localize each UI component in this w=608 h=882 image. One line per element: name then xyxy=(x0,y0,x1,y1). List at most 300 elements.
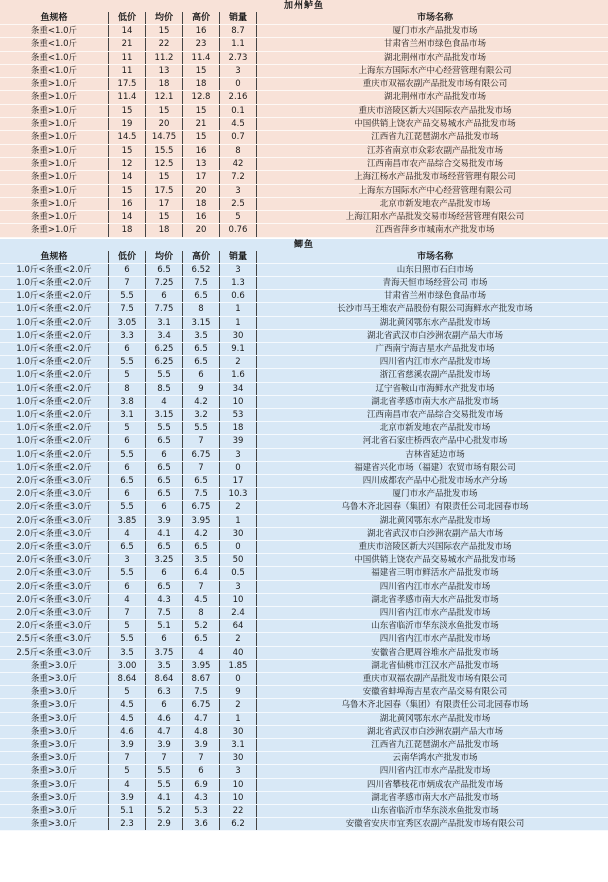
cell-market: 北京市新发地农产品批发市场 xyxy=(257,197,608,210)
header-avg: 均价 xyxy=(146,251,183,264)
cell-volume: 18 xyxy=(220,422,257,435)
cell-spec: 2.5斤<条重<3.0斤 xyxy=(0,646,109,659)
table-row xyxy=(0,224,608,237)
cell-avg: 18 xyxy=(146,78,183,91)
cell-market: 江苏省南京市众彩农副产品批发市场 xyxy=(257,144,608,157)
cell-high: 7.5 xyxy=(183,488,220,501)
header-volume: 销量 xyxy=(220,12,257,25)
cell-high: 7 xyxy=(183,435,220,448)
cell-volume: 3 xyxy=(220,263,257,276)
cell-volume: 1.6 xyxy=(220,369,257,382)
cell-volume: 1.1 xyxy=(220,38,257,51)
cell-spec: 1.0斤<条重<2.0斤 xyxy=(0,342,109,355)
cell-avg: 3.4 xyxy=(146,329,183,342)
table-row xyxy=(0,659,608,672)
cell-low: 11 xyxy=(109,51,146,64)
table-row xyxy=(0,739,608,752)
cell-volume: 0.76 xyxy=(220,224,257,237)
cell-low: 5.5 xyxy=(109,290,146,303)
cell-spec: 2.0斤<条重<3.0斤 xyxy=(0,541,109,554)
cell-low: 6 xyxy=(109,488,146,501)
table-row xyxy=(0,51,608,64)
table-row xyxy=(0,752,608,765)
cell-spec: 条重<1.0斤 xyxy=(0,51,109,64)
cell-spec: 条重>1.0斤 xyxy=(0,118,109,131)
cell-low: 5 xyxy=(109,686,146,699)
cell-volume: 0 xyxy=(220,78,257,91)
cell-volume: 3 xyxy=(220,64,257,77)
cell-high: 6.75 xyxy=(183,448,220,461)
cell-market: 云南华鸿水产批发市场 xyxy=(257,752,608,765)
cell-avg: 18 xyxy=(146,224,183,237)
cell-volume: 39 xyxy=(220,435,257,448)
cell-high: 18 xyxy=(183,78,220,91)
cell-avg: 6.5 xyxy=(146,580,183,593)
cell-spec: 2.0斤<条重<3.0斤 xyxy=(0,514,109,527)
cell-market: 湖北荆州市水产品批发市场 xyxy=(257,91,608,104)
cell-high: 3.5 xyxy=(183,554,220,567)
table-row xyxy=(0,131,608,144)
cell-avg: 6 xyxy=(146,448,183,461)
table-row xyxy=(0,791,608,804)
cell-volume: 1 xyxy=(220,303,257,316)
cell-spec: 2.0斤<条重<3.0斤 xyxy=(0,527,109,540)
cell-market: 湖北省孝感市南大水产品批发市场 xyxy=(257,395,608,408)
table-row xyxy=(0,157,608,170)
cell-high: 4 xyxy=(183,646,220,659)
cell-low: 7 xyxy=(109,276,146,289)
cell-high: 5.3 xyxy=(183,805,220,818)
cell-market: 江西南昌市农产品综合交易批发市场 xyxy=(257,408,608,421)
cell-avg: 15 xyxy=(146,171,183,184)
cell-volume: 3 xyxy=(220,580,257,593)
cell-market: 湖北省孝感市南大水产品批发市场 xyxy=(257,791,608,804)
cell-volume: 1 xyxy=(220,712,257,725)
cell-low: 5.5 xyxy=(109,448,146,461)
header-market: 市场名称 xyxy=(257,251,608,264)
cell-market: 湖北黄冈鄂东水产品批发市场 xyxy=(257,316,608,329)
table-row xyxy=(0,144,608,157)
cell-market: 厦门市水产品批发市场 xyxy=(257,488,608,501)
cell-high: 6.5 xyxy=(183,541,220,554)
cell-spec: 2.0斤<条重<3.0斤 xyxy=(0,593,109,606)
cell-market: 四川省内江市水产品批发市场 xyxy=(257,580,608,593)
cell-high: 16 xyxy=(183,144,220,157)
cell-low: 5 xyxy=(109,765,146,778)
table-row xyxy=(0,448,608,461)
cell-spec: 2.5斤<条重<3.0斤 xyxy=(0,633,109,646)
cell-spec: 2.0斤<条重<3.0斤 xyxy=(0,475,109,488)
cell-volume: 2 xyxy=(220,501,257,514)
cell-market: 山东日照市石臼市场 xyxy=(257,263,608,276)
cell-spec: 条重>1.0斤 xyxy=(0,197,109,210)
cell-low: 21 xyxy=(109,38,146,51)
cell-avg: 4.1 xyxy=(146,527,183,540)
cell-low: 14 xyxy=(109,171,146,184)
cell-high: 6.4 xyxy=(183,567,220,580)
cell-low: 7.5 xyxy=(109,303,146,316)
table-row xyxy=(0,435,608,448)
cell-low: 11 xyxy=(109,64,146,77)
cell-market: 甘肃省兰州市绿色食品市场 xyxy=(257,38,608,51)
cell-volume: 8.7 xyxy=(220,25,257,38)
cell-high: 18 xyxy=(183,197,220,210)
cell-high: 7.5 xyxy=(183,686,220,699)
cell-market: 重庆市双福农副产品批发市场有限公司 xyxy=(257,673,608,686)
cell-avg: 6 xyxy=(146,633,183,646)
cell-low: 4.6 xyxy=(109,725,146,738)
cell-avg: 17.5 xyxy=(146,184,183,197)
cell-high: 3.5 xyxy=(183,329,220,342)
cell-volume: 22 xyxy=(220,805,257,818)
table-body xyxy=(0,263,608,831)
cell-volume: 34 xyxy=(220,382,257,395)
cell-spec: 条重>1.0斤 xyxy=(0,91,109,104)
cell-low: 15 xyxy=(109,144,146,157)
section-california-bass xyxy=(0,0,608,238)
cell-avg: 5.1 xyxy=(146,620,183,633)
cell-volume: 0 xyxy=(220,673,257,686)
cell-volume: 9.1 xyxy=(220,342,257,355)
cell-spec: 条重>1.0斤 xyxy=(0,144,109,157)
cell-spec: 条重>3.0斤 xyxy=(0,673,109,686)
cell-avg: 11.2 xyxy=(146,51,183,64)
cell-avg: 3.9 xyxy=(146,739,183,752)
cell-avg: 7.5 xyxy=(146,607,183,620)
cell-high: 3.95 xyxy=(183,659,220,672)
cell-spec: 1.0斤<条重<2.0斤 xyxy=(0,448,109,461)
cell-spec: 1.0斤<条重<2.0斤 xyxy=(0,382,109,395)
table-row xyxy=(0,580,608,593)
cell-high: 7 xyxy=(183,580,220,593)
cell-volume: 3 xyxy=(220,448,257,461)
cell-high: 6 xyxy=(183,369,220,382)
cell-high: 4.3 xyxy=(183,791,220,804)
cell-low: 6 xyxy=(109,435,146,448)
cell-spec: 2.0斤<条重<3.0斤 xyxy=(0,580,109,593)
cell-low: 14 xyxy=(109,25,146,38)
cell-low: 3 xyxy=(109,554,146,567)
cell-avg: 20 xyxy=(146,118,183,131)
table-row xyxy=(0,593,608,606)
cell-low: 6 xyxy=(109,263,146,276)
cell-spec: 条重>3.0斤 xyxy=(0,712,109,725)
cell-high: 15 xyxy=(183,104,220,117)
cell-low: 4.5 xyxy=(109,699,146,712)
cell-market: 厦门市水产品批发市场 xyxy=(257,25,608,38)
cell-low: 3.05 xyxy=(109,316,146,329)
cell-high: 4.8 xyxy=(183,725,220,738)
cell-volume: 3 xyxy=(220,765,257,778)
cell-spec: 条重>1.0斤 xyxy=(0,104,109,117)
cell-market: 安徽省安庆市宜秀区农副产品批发市场有限公司 xyxy=(257,818,608,831)
cell-low: 3.8 xyxy=(109,395,146,408)
cell-spec: 条重>3.0斤 xyxy=(0,791,109,804)
cell-low: 5.5 xyxy=(109,356,146,369)
cell-spec: 条重<1.0斤 xyxy=(0,38,109,51)
cell-market: 四川省内江市水产品批发市场 xyxy=(257,607,608,620)
table-row xyxy=(0,607,608,620)
cell-avg: 3.5 xyxy=(146,659,183,672)
header-spec: 鱼规格 xyxy=(0,12,109,25)
cell-spec: 1.0斤<条重<2.0斤 xyxy=(0,422,109,435)
table-row xyxy=(0,276,608,289)
cell-low: 5.5 xyxy=(109,633,146,646)
cell-low: 7 xyxy=(109,607,146,620)
cell-market: 四川省内江市水产品批发市场 xyxy=(257,356,608,369)
cell-spec: 条重>1.0斤 xyxy=(0,131,109,144)
cell-volume: 30 xyxy=(220,752,257,765)
table-row xyxy=(0,118,608,131)
table-row xyxy=(0,422,608,435)
cell-avg: 6.5 xyxy=(146,263,183,276)
cell-spec: 条重>3.0斤 xyxy=(0,739,109,752)
table-header-row xyxy=(0,12,608,25)
cell-high: 3.15 xyxy=(183,316,220,329)
cell-avg: 15.5 xyxy=(146,144,183,157)
cell-high: 4.7 xyxy=(183,712,220,725)
cell-volume: 8 xyxy=(220,144,257,157)
cell-high: 23 xyxy=(183,38,220,51)
cell-volume: 1.85 xyxy=(220,659,257,672)
cell-low: 15 xyxy=(109,184,146,197)
cell-spec: 2.0斤<条重<3.0斤 xyxy=(0,607,109,620)
cell-high: 8.67 xyxy=(183,673,220,686)
cell-high: 3.95 xyxy=(183,514,220,527)
table-row xyxy=(0,171,608,184)
cell-volume: 0 xyxy=(220,461,257,474)
cell-high: 8 xyxy=(183,303,220,316)
cell-spec: 条重>3.0斤 xyxy=(0,778,109,791)
cell-high: 7 xyxy=(183,461,220,474)
cell-market: 湖北省武汉市白沙洲农副产品大市场 xyxy=(257,527,608,540)
table-row xyxy=(0,25,608,38)
cell-volume: 9 xyxy=(220,686,257,699)
cell-avg: 8.64 xyxy=(146,673,183,686)
cell-market: 湖北荆州市水产品批发市场 xyxy=(257,51,608,64)
cell-spec: 1.0斤<条重<2.0斤 xyxy=(0,356,109,369)
cell-spec: 条重>3.0斤 xyxy=(0,659,109,672)
cell-avg: 12.1 xyxy=(146,91,183,104)
cell-market: 安徽省蚌埠海吉星农产品交易有限公司 xyxy=(257,686,608,699)
cell-market: 长沙市马王堆农产品股份有限公司海鲜水产批发市场 xyxy=(257,303,608,316)
cell-volume: 2 xyxy=(220,633,257,646)
table-row xyxy=(0,633,608,646)
cell-volume: 1 xyxy=(220,316,257,329)
cell-low: 5.5 xyxy=(109,501,146,514)
cell-volume: 40 xyxy=(220,646,257,659)
cell-high: 8 xyxy=(183,607,220,620)
cell-market: 上海江杨水产品批发市场经营管理有限公司 xyxy=(257,171,608,184)
cell-high: 5.2 xyxy=(183,620,220,633)
cell-high: 4.5 xyxy=(183,593,220,606)
cell-market: 重庆市涪陵区新大兴国际农产品批发市场 xyxy=(257,541,608,554)
table-row xyxy=(0,316,608,329)
cell-high: 13 xyxy=(183,157,220,170)
cell-market: 上海东方国际水产中心经营管理有限公司 xyxy=(257,64,608,77)
cell-avg: 7.25 xyxy=(146,276,183,289)
cell-volume: 3 xyxy=(220,184,257,197)
cell-low: 16 xyxy=(109,197,146,210)
header-high: 高价 xyxy=(183,12,220,25)
table-row xyxy=(0,342,608,355)
cell-high: 12.8 xyxy=(183,91,220,104)
header-volume: 销量 xyxy=(220,251,257,264)
table-row xyxy=(0,461,608,474)
cell-avg: 3.75 xyxy=(146,646,183,659)
cell-avg: 3.1 xyxy=(146,316,183,329)
cell-high: 6.75 xyxy=(183,501,220,514)
cell-high: 5.5 xyxy=(183,422,220,435)
header-low: 低价 xyxy=(109,251,146,264)
cell-spec: 1.0斤<条重<2.0斤 xyxy=(0,303,109,316)
table-header-row xyxy=(0,251,608,264)
cell-market: 辽宁省鞍山市海鲜水产批发市场 xyxy=(257,382,608,395)
cell-low: 14 xyxy=(109,211,146,224)
cell-high: 11.4 xyxy=(183,51,220,64)
cell-avg: 6 xyxy=(146,290,183,303)
cell-volume: 0.7 xyxy=(220,131,257,144)
cell-spec: 1.0斤<条重<2.0斤 xyxy=(0,369,109,382)
cell-avg: 6.5 xyxy=(146,435,183,448)
cell-market: 重庆市涪陵区新大兴国际农产品批发市场 xyxy=(257,104,608,117)
cell-high: 6.5 xyxy=(183,356,220,369)
cell-spec: 条重>3.0斤 xyxy=(0,686,109,699)
price-table xyxy=(0,12,608,238)
cell-spec: 条重>3.0斤 xyxy=(0,725,109,738)
table-row xyxy=(0,91,608,104)
cell-low: 6.5 xyxy=(109,475,146,488)
table-row xyxy=(0,64,608,77)
cell-market: 山东省临沂市华东淡水鱼批发市场 xyxy=(257,805,608,818)
cell-avg: 2.9 xyxy=(146,818,183,831)
cell-low: 6 xyxy=(109,461,146,474)
cell-avg: 4.7 xyxy=(146,725,183,738)
table-row xyxy=(0,646,608,659)
cell-low: 6.5 xyxy=(109,541,146,554)
cell-spec: 条重>1.0斤 xyxy=(0,157,109,170)
cell-volume: 7.2 xyxy=(220,171,257,184)
cell-low: 18 xyxy=(109,224,146,237)
table-row xyxy=(0,104,608,117)
cell-spec: 条重>1.0斤 xyxy=(0,224,109,237)
cell-spec: 条重<1.0斤 xyxy=(0,64,109,77)
cell-market: 四川省攀枝花市炳成农产品批发市场 xyxy=(257,778,608,791)
cell-spec: 条重>1.0斤 xyxy=(0,78,109,91)
cell-market: 吉林省延边市场 xyxy=(257,448,608,461)
cell-avg: 3.25 xyxy=(146,554,183,567)
cell-low: 11.4 xyxy=(109,91,146,104)
table-row xyxy=(0,699,608,712)
cell-volume: 2.4 xyxy=(220,607,257,620)
cell-volume: 4.5 xyxy=(220,118,257,131)
cell-market: 安徽省合肥周谷堆水产品批发市场 xyxy=(257,646,608,659)
cell-high: 21 xyxy=(183,118,220,131)
cell-market: 湖北黄冈鄂东水产品批发市场 xyxy=(257,712,608,725)
cell-avg: 14.75 xyxy=(146,131,183,144)
table-row xyxy=(0,408,608,421)
cell-market: 北京市新发地农产品批发市场 xyxy=(257,422,608,435)
cell-high: 6.52 xyxy=(183,263,220,276)
cell-high: 6.9 xyxy=(183,778,220,791)
cell-market: 福建省三明市鲜活水产品批发市场 xyxy=(257,567,608,580)
cell-market: 上海东方国际水产中心经营管理有限公司 xyxy=(257,184,608,197)
section-title: 鲫鱼 xyxy=(293,239,314,250)
cell-high: 4.2 xyxy=(183,395,220,408)
cell-market: 中国供销上饶农产品交易城水产品批发市场 xyxy=(257,118,608,131)
cell-volume: 53 xyxy=(220,408,257,421)
cell-market: 中国供销上饶农产品交易城水产品批发市场 xyxy=(257,554,608,567)
cell-low: 3.5 xyxy=(109,646,146,659)
table-row xyxy=(0,184,608,197)
cell-avg: 6.5 xyxy=(146,541,183,554)
cell-spec: 条重>1.0斤 xyxy=(0,171,109,184)
table-row xyxy=(0,778,608,791)
cell-avg: 5.5 xyxy=(146,778,183,791)
cell-avg: 6 xyxy=(146,501,183,514)
table-row xyxy=(0,765,608,778)
cell-high: 16 xyxy=(183,25,220,38)
cell-low: 2.3 xyxy=(109,818,146,831)
cell-spec: 1.0斤<条重<2.0斤 xyxy=(0,316,109,329)
cell-low: 3.00 xyxy=(109,659,146,672)
cell-volume: 64 xyxy=(220,620,257,633)
cell-low: 4 xyxy=(109,593,146,606)
header-avg: 均价 xyxy=(146,12,183,25)
cell-market: 广西南宁海吉星水产品批发市场 xyxy=(257,342,608,355)
cell-volume: 6.2 xyxy=(220,818,257,831)
cell-low: 3.1 xyxy=(109,408,146,421)
table-row xyxy=(0,356,608,369)
cell-spec: 条重>3.0斤 xyxy=(0,699,109,712)
cell-avg: 12.5 xyxy=(146,157,183,170)
cell-avg: 6.25 xyxy=(146,342,183,355)
cell-market: 重庆市双福农副产品批发市场有限公司 xyxy=(257,78,608,91)
cell-low: 5.1 xyxy=(109,805,146,818)
cell-high: 4.2 xyxy=(183,527,220,540)
cell-market: 甘肃省兰州市绿色食品市场 xyxy=(257,290,608,303)
table-row xyxy=(0,686,608,699)
cell-market: 浙江省慈溪农副产品批发市场 xyxy=(257,369,608,382)
table-row xyxy=(0,369,608,382)
table-row xyxy=(0,541,608,554)
table-row xyxy=(0,263,608,276)
cell-volume: 10 xyxy=(220,778,257,791)
cell-high: 3.2 xyxy=(183,408,220,421)
cell-high: 6.75 xyxy=(183,699,220,712)
header-market: 市场名称 xyxy=(257,12,608,25)
cell-market: 四川省内江市水产品批发市场 xyxy=(257,765,608,778)
cell-low: 12 xyxy=(109,157,146,170)
table-row xyxy=(0,673,608,686)
cell-high: 17 xyxy=(183,171,220,184)
cell-market: 江西省九江琵琶湖水产品批发市场 xyxy=(257,739,608,752)
price-table xyxy=(0,251,608,832)
cell-high: 20 xyxy=(183,184,220,197)
cell-low: 4 xyxy=(109,527,146,540)
table-row xyxy=(0,514,608,527)
table-row xyxy=(0,725,608,738)
cell-high: 20 xyxy=(183,224,220,237)
cell-low: 5 xyxy=(109,422,146,435)
cell-spec: 条重>1.0斤 xyxy=(0,184,109,197)
cell-low: 3.3 xyxy=(109,329,146,342)
cell-low: 3.9 xyxy=(109,739,146,752)
cell-spec: 1.0斤<条重<2.0斤 xyxy=(0,461,109,474)
cell-high: 3.9 xyxy=(183,739,220,752)
cell-spec: 2.0斤<条重<3.0斤 xyxy=(0,620,109,633)
cell-volume: 0.1 xyxy=(220,104,257,117)
